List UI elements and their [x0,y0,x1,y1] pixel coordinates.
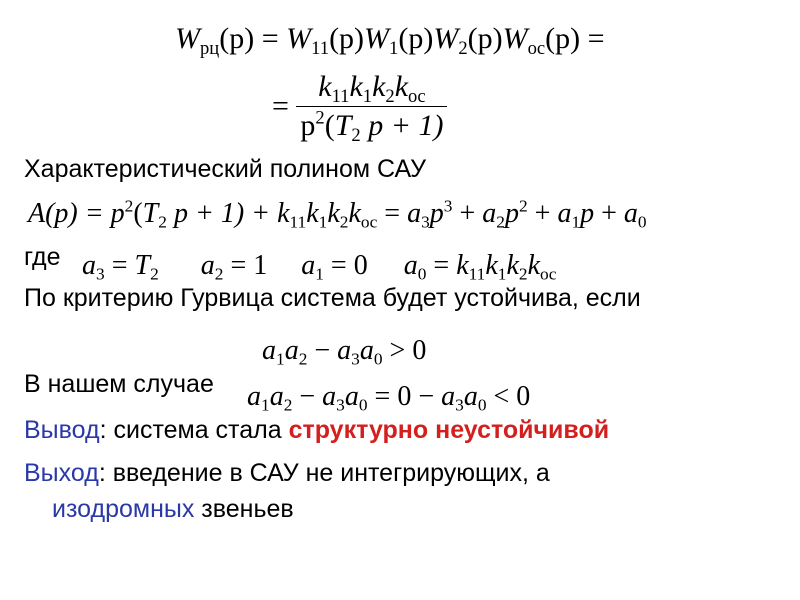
conclusion-text: : система стала [99,416,289,444]
ineq2-a3: a [322,381,337,412]
eq1-factor2: W [364,22,390,55]
eq3-p2: p [504,198,519,229]
where-label: где [24,243,61,271]
eq1-arg-4: (p) [545,22,581,55]
eq3-a3: a [407,198,422,229]
eq3-a1: a [557,198,572,229]
coef-a0-eq: = [433,250,450,281]
coef-a1-sym: a [301,250,316,281]
eq3-a2: a [482,198,497,229]
eq1-factor1: W [286,22,312,55]
ineq2-a2: a [269,381,284,412]
exit-rest: звеньев [194,495,294,523]
ineq2-a2-sub: 2 [283,395,293,415]
den-rest: p + 1) [368,109,444,142]
conclusion-line [24,418,609,443]
eq1-arg-1: (p) [329,22,365,55]
den-T: T [334,109,352,142]
num-k3: k [372,70,386,103]
ineq2-mid: = 0 − [374,381,435,412]
eq1-factor3-sub: 2 [458,37,468,59]
eq3-k1: k [277,198,290,229]
eq3-paren-rest: p + 1) + [173,198,271,229]
eq3-k4-sub: oc [360,212,378,232]
eq3-plus1: + [459,198,476,229]
den-open: ( [324,109,335,142]
coef-a0-sub: 0 [417,264,427,284]
hurwitz-criterion-text: По критерию Гурвица система будет устойчива, если [24,284,641,312]
num-k1: k [318,70,332,103]
ineq1-a0-sub: 0 [373,349,383,369]
exit-text: : введение в САУ не интегрирующих, а [98,459,550,487]
our-case-text: В нашем случае [24,370,214,398]
den-T-sub: 2 [351,124,361,146]
eq3-pow2: 2 [124,196,134,216]
coef-a2-sym: a [200,250,215,281]
eq1-factor3: W [433,22,459,55]
ineq2-a1: a [247,381,261,412]
coef-k3: k [506,250,519,281]
coef-a3-sub: 3 [96,264,105,284]
ineq1-a0: a [359,335,374,366]
coef-a2 [200,250,268,284]
eq3-T: T [142,198,159,229]
eq3-k1-sub: 11 [289,212,307,232]
ineq2-a0-sub: 0 [358,395,368,415]
eq3-p: p [110,198,125,229]
num-k3-sub: 2 [385,85,395,107]
eq3-p2-pow: 2 [518,196,528,216]
num-k4: k [394,70,409,103]
eq3-a0-sub: 0 [637,212,647,232]
exit-line-1 [24,461,550,486]
ineq2-a0: a [344,381,359,412]
ineq1-a1-sub: 1 [276,349,285,369]
ineq1-a1: a [262,335,276,366]
eq1-equals: = [261,22,279,55]
num-k4-sub: oc [408,85,426,107]
eq1-factor2-sub: 1 [389,37,399,59]
eq3-p3: p [429,198,444,229]
coef-a0 [403,250,557,284]
eq3-plus2: + [534,198,551,229]
coef-a3-val: T [134,250,151,281]
heading-characteristic-polynomial: Характеристический полином САУ [24,155,426,183]
eq3-a3-sub: 3 [421,212,430,232]
den-pow: 2 [315,107,325,129]
ineq2-a1-sub: 1 [261,395,270,415]
eq3-a2-sub: 2 [496,212,505,232]
eq1-lhs-sub: рц [200,37,220,59]
ineq1-minus: − [314,335,331,366]
ineq2-a3b: a [441,381,456,412]
eq1-factor1-sub: 11 [311,37,330,59]
fraction-numerator [314,72,429,106]
coef-a3-sym: a [82,250,96,281]
coef-a2-eq: = [230,250,247,281]
eq3-k3: k [327,198,340,229]
eq3-lhs: A(p) = [28,198,104,229]
eq3-k2: k [306,198,319,229]
ineq1-a2-sub: 2 [298,349,308,369]
coef-k3-sub: 2 [518,264,528,284]
num-k2: k [349,70,363,103]
eq1-trailing-equals: = [587,22,605,55]
eq1-arg-3: (p) [467,22,503,55]
characteristic-polynomial-equation [28,196,647,232]
num-k2-sub: 1 [362,85,373,107]
fraction-denominator [296,107,447,146]
eq3-k4: k [348,198,361,229]
eq3-paren-open: ( [133,198,143,229]
coef-a1 [301,250,368,284]
coefficients-line [82,250,557,284]
eq3-pow3: 3 [443,196,453,216]
eq1-factor4-sub: oc [527,37,546,59]
den-p: p [300,109,316,142]
transfer-function-fraction [272,70,447,146]
fraction [296,70,447,146]
conclusion-label: Вывод [24,416,100,444]
coef-k2: k [485,250,498,281]
coef-a1-eq: = [330,250,347,281]
ineq2-a0b: a [463,381,478,412]
stability-condition [262,335,427,369]
ineq1-op: > 0 [389,335,427,366]
eq3-a1-sub: 1 [571,212,581,232]
coef-k4: k [527,250,541,281]
our-case-inequality [247,381,531,415]
eq3-equals: = [384,198,401,229]
transfer-function-equation [175,22,605,59]
eq1-factor4: W [502,22,528,55]
coef-k2-sub: 1 [497,264,507,284]
ineq2-a3-sub: 3 [336,395,345,415]
conclusion-highlight: структурно неустойчивой [288,416,610,444]
eq3-p1: p [580,198,595,229]
ineq1-a3-sub: 3 [351,349,360,369]
coef-a2-val: 1 [253,250,268,281]
coef-a0-sym: a [403,250,418,281]
eq3-k3-sub: 2 [339,212,349,232]
ineq2-a3b-sub: 3 [455,395,464,415]
exit-label: Выход [24,459,99,487]
ineq2-tail: < 0 [493,381,531,412]
coef-a3-eq: = [111,250,128,281]
eq1-arg: (p) [219,22,255,55]
coef-a3 [82,250,159,284]
eq3-k2-sub: 1 [318,212,328,232]
exit-highlight: изодромных [52,495,195,523]
coef-k1-sub: 11 [468,264,486,284]
coef-a3-val-sub: 2 [150,264,159,284]
coef-a1-val: 0 [353,250,368,281]
eq3-a0: a [623,198,638,229]
ineq2-minus1: − [299,381,316,412]
coef-a1-sub: 1 [315,264,324,284]
eq3-T-sub: 2 [158,212,167,232]
eq3-plus3: + [601,198,617,229]
ineq1-a2: a [284,335,299,366]
eq1-arg-2: (p) [398,22,434,55]
eq2-equals: = [272,89,289,123]
eq1-lhs-symbol: W [175,22,200,55]
coef-k4-sub: oc [540,264,557,284]
coef-a2-sub: 2 [214,264,224,284]
exit-line-2 [52,497,294,522]
ineq2-a0b-sub: 0 [477,395,487,415]
ineq1-a3: a [337,335,352,366]
coef-k1: k [456,250,469,281]
num-k1-sub: 11 [331,85,350,107]
